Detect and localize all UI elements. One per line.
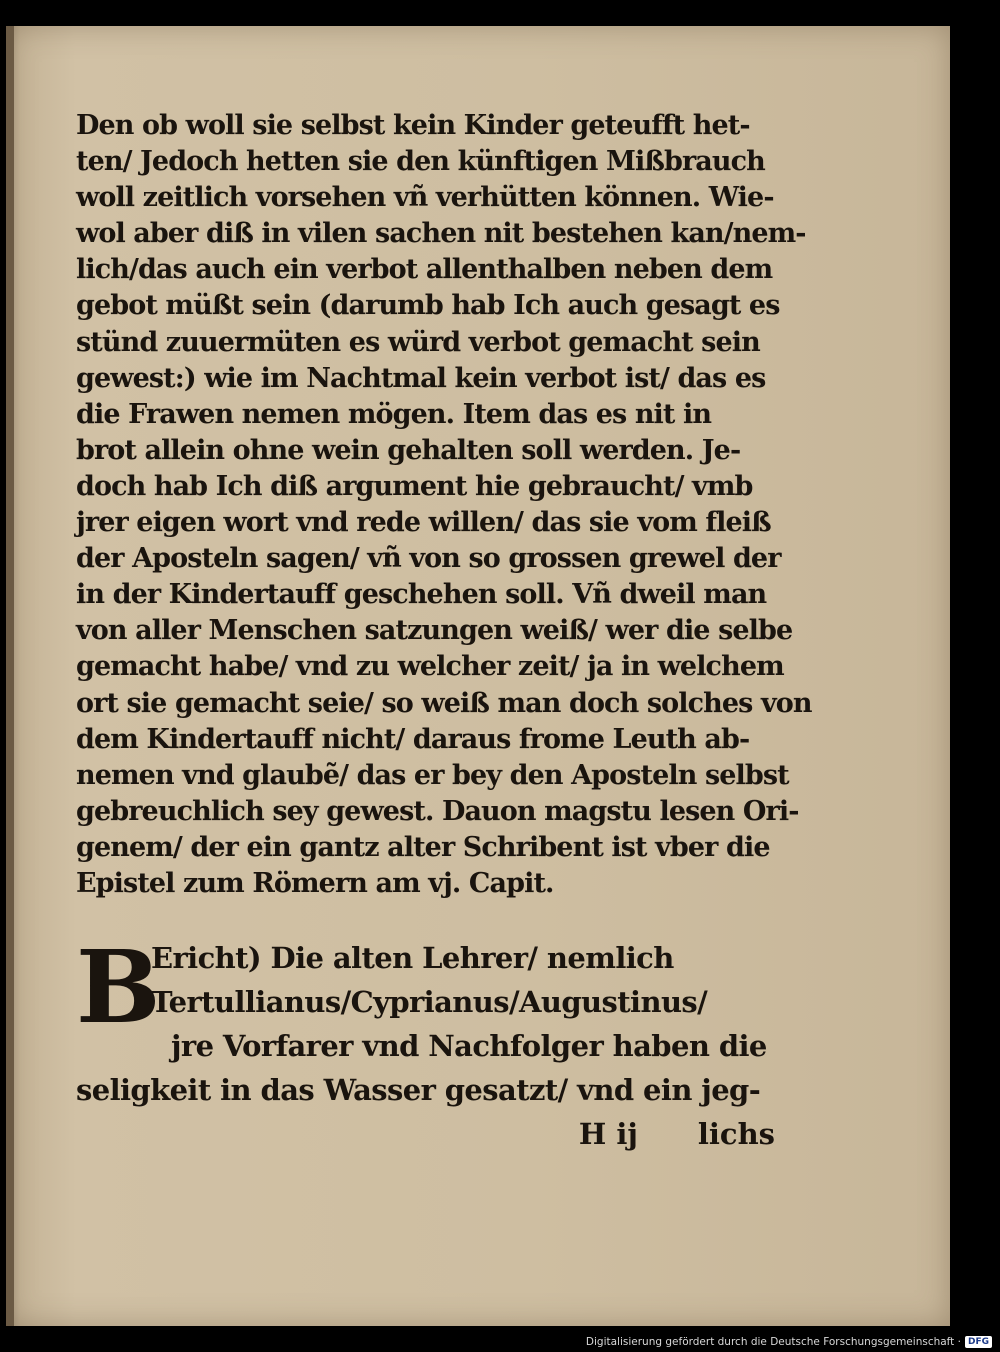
dfg-logo: DFG [965,1336,992,1348]
text-line: Tertullianus/Cyprianus/Augustinus/ [151,985,708,1020]
text-line: brot allein ohne wein gehalten soll werden. Je- [76,434,741,466]
text-line: woll zeitlich vorsehen vñ verhütten können. Wie- [76,182,774,214]
catchline [76,1112,781,1156]
text-line: stünd zuuermüten es würd verbot gemacht sein [76,326,760,358]
text-line: in der Kindertauff geschehen soll. Vñ dweil man [76,579,767,611]
page-spine-edge [6,26,14,1326]
text-line: seligkeit in das Wasser gesatzt/ vnd ein jeg- [76,1073,761,1108]
page-text [76,108,812,1156]
signature-mark: H ij [578,1117,638,1152]
text-line: gebreuchlich sey gewest. Dauon magstu lesen Ori- [76,795,799,827]
text-line: Ericht) Die alten Lehrer/ nemlich [151,941,674,976]
text-line: von aller Menschen satzungen weiß/ wer die selbe [76,615,793,647]
text-line: gewest:) wie im Nachtmal kein verbot ist/ das es [76,362,766,394]
text-line: Den ob woll sie selbst kein Kinder geteufft het- [76,110,750,141]
text-line: der Aposteln sagen/ vñ von so grossen grewel der [76,543,781,575]
text-line: die Frawen nemen mögen. Item das es nit in [76,398,712,430]
text-line: dem Kindertauff nicht/ daraus frome Leuth ab- [76,723,750,755]
text-line: wol aber diß in vilen sachen nit bestehen kan/nem- [76,218,806,250]
digitization-credit [586,1336,992,1348]
text-line: genem/ der ein gantz alter Schribent ist vber die [76,831,770,863]
decorated-initial: B [76,928,161,1047]
text-line: gemacht habe/ vnd zu welcher zeit/ ja in welchem [76,651,784,683]
credit-text: Digitalisierung gefördert durch die Deutsche Forschungsgemeinschaft · [585,1336,961,1348]
text-line: ort sie gemacht seie/ so weiß man doch solches von [76,687,812,719]
text-line: ten/ Jedoch hetten sie den künftigen Mißbrauch [76,146,765,178]
text-line: Epistel zum Römern am vj. Capit. [76,867,554,899]
catchword: lichs [697,1117,775,1152]
text-line: jre Vorfarer vnd Nachfolger haben die [171,1029,767,1064]
scanned-page [6,26,950,1326]
paragraph-1 [76,108,812,902]
text-line: gebot müßt sein (darumb hab Ich auch gesagt es [76,290,780,322]
text-line: lich/das auch ein verbot allenthalben neben dem [76,254,773,286]
text-line: doch hab Ich diß argument hie gebraucht/ vmb [76,470,753,502]
text-line: jrer eigen wort vnd rede willen/ das sie vom fleiß [76,507,771,539]
text-line: nemen vnd glaubẽ/ das er bey den Aposteln selbst [76,759,789,791]
section-bericht [76,928,781,1156]
